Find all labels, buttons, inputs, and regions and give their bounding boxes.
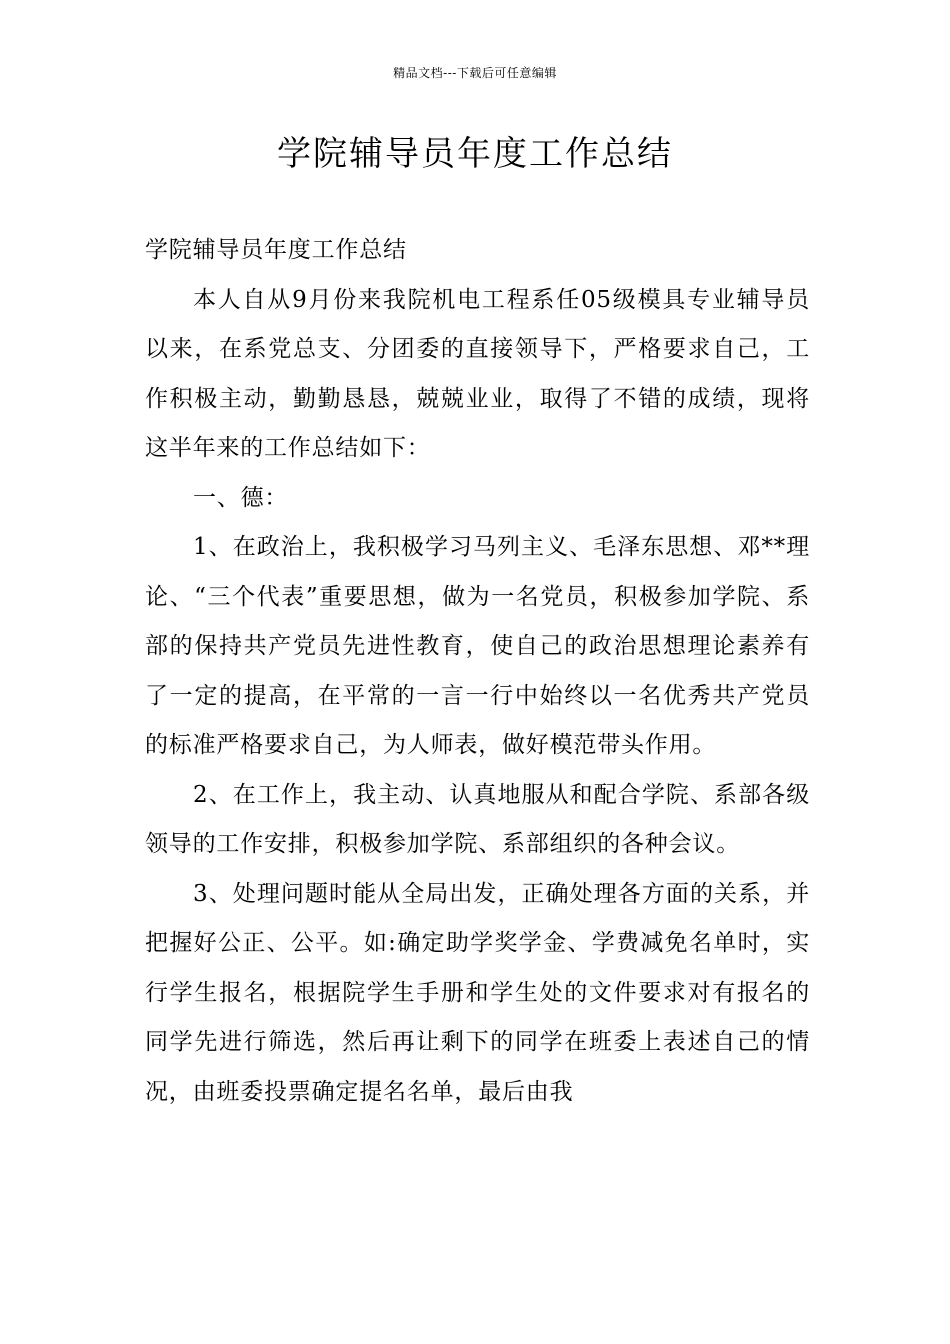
body-paragraph: 3、处理问题时能从全局出发，正确处理各方面的关系，并把握好公正、公平。如:确定助学奖学金、学费减免名单时，实行学生报名，根据院学生手册和学生处的文件要求对有报名的同学先进行筛选，然后再让剩下的同学在班委上表述自己的情况，由班委投票确定提名名单，最后由我	[145, 880, 810, 1105]
body-paragraph: 本人自从9月份来我院机电工程系任05级模具专业辅导员以来，在系党总支、分团委的直接领导下，严格要求自己，工作积极主动，勤勤恳恳，兢兢业业，取得了不错的成绩，现将这半年来的工作总结如下：	[145, 286, 810, 461]
document-title: 学院辅导员年度工作总结	[277, 134, 673, 174]
body-paragraph: 一、德：	[193, 484, 289, 511]
subtitle-paragraph: 学院辅导员年度工作总结	[145, 237, 407, 263]
document-body	[145, 226, 810, 1117]
body-paragraph: 2、在工作上，我主动、认真地服从和配合学院、系部各级领导的工作安排，积极参加学院、系部组织的各种会议。	[145, 781, 810, 857]
header-note: 精品文档---下载后可任意编辑	[393, 66, 557, 80]
body-paragraph: 1、在政治上，我积极学习马列主义、毛泽东思想、邓**理论、“三个代表”重要思想，做为一名党员，积极参加学院、系部的保持共产党员先进性教育，使自己的政治思想理论素养有了一定的提高，在平常的一言一行中始终以一名优秀共产党员的标准严格要求自己，为人师表，做好模范带头作用。	[145, 534, 810, 758]
